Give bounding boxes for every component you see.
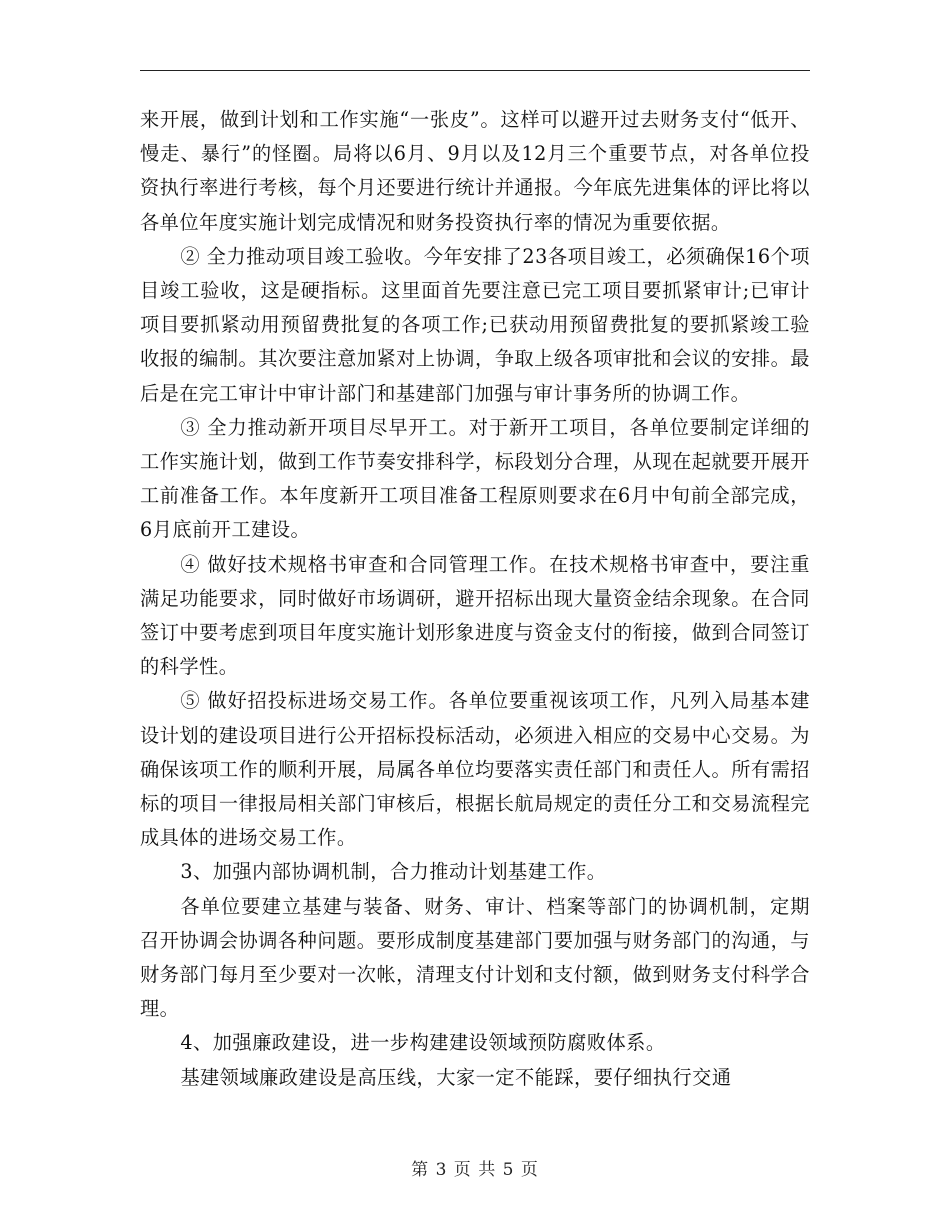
section-heading-3: 3、加强内部协调机制，合力推动计划基建工作。 (180, 860, 607, 884)
paragraph-3: ③ 全力推动新开项目尽早开工。对于新开工项目，各单位要制定详细的工作实施计划，做到工作节奏安排科学，标段划分合理，从现在起就要开展开工前准备工作。本年度新开工项目准备工程原则要求在6月中旬前全部完成，6月底前开工建设。 (140, 415, 810, 542)
document-body (140, 103, 810, 1095)
paragraph-7: 各单位要建立基建与装备、财务、审计、档案等部门的协调机制，定期召开协调会协调各种问题。要形成制度基建部门要加强与财务部门的沟通，与财务部门每月至少要对一次帐，清理支付计划和支付额，做到财务支付科学合理。 (140, 894, 810, 1021)
page-footer: 第 3 页 共 5 页 (411, 1160, 539, 1180)
paragraph-2: ② 全力推动项目竣工验收。今年安排了23各项目竣工，必须确保16个项目竣工验收，这是硬指标。这里面首先要注意已完工项目要抓紧审计;已审计项目要抓紧动用预留费批复的各项工作;已获动用预留费批复的要抓紧竣工验收报的编制。其次要注意加紧对上协调，争取上级各项审批和会议的安排。最后是在完工审计中审计部门和基建部门加强与审计事务所的协调工作。 (140, 244, 810, 405)
paragraph-5: ⑤ 做好招投标进场交易工作。各单位要重视该项工作，凡列入局基本建设计划的建设项目进行公开招标投标活动，必须进入相应的交易中心交易。为确保该项工作的顺利开展，局属各单位均要落实责任部门和责任人。所有需招标的项目一律报局相关部门审核后，根据长航局规定的责任分工和交易流程完成具体的进场交易工作。 (140, 689, 810, 850)
header-rule (140, 70, 810, 71)
paragraph-1: 来开展，做到计划和工作实施“一张皮”。这样可以避开过去财务支付“低开、慢走、暴行”的怪圈。局将以6月、9月以及12月三个重要节点，对各单位投资执行率进行考核，每个月还要进行统计并通报。今年底先进集体的评比将以各单位年度实施计划完成情况和财务投资执行率的情况为重要依据。 (140, 108, 810, 234)
section-heading-4: 4、加强廉政建设，进一步构建建设领域预防腐败体系。 (180, 1031, 666, 1055)
paragraph-4: ④ 做好技术规格书审查和合同管理工作。在技术规格书审查中，要注重满足功能要求，同时做好市场调研，避开招标出现大量资金结余现象。在合同签订中要考虑到项目年度实施计划形象进度与资金支付的衔接，做到合同签订的科学性。 (140, 552, 810, 679)
paragraph-9: 基建领域廉政建设是高压线，大家一定不能踩，要仔细执行交通 (180, 1065, 732, 1089)
